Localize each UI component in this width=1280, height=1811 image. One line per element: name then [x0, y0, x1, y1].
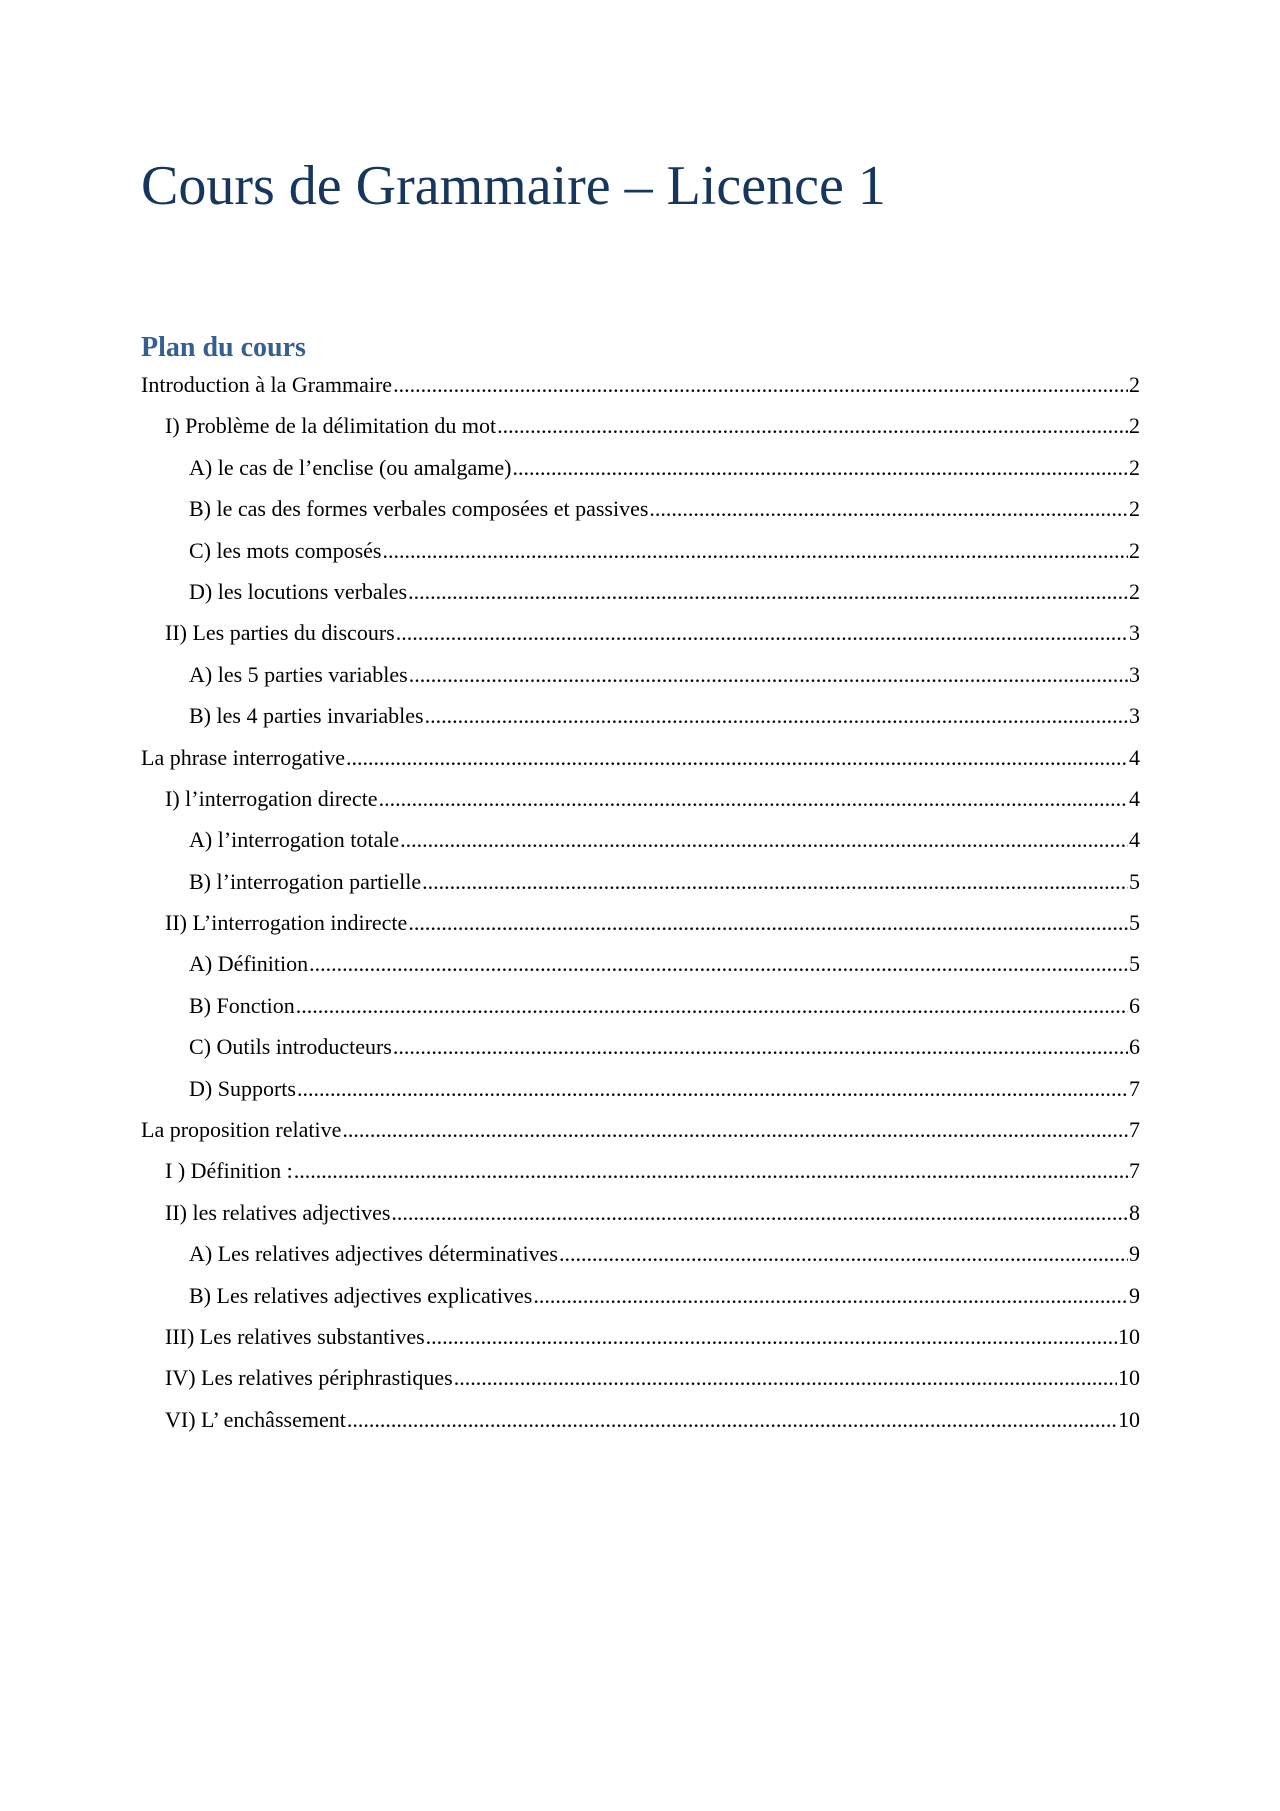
- toc-dot-leader: [533, 1275, 1128, 1316]
- toc-entry-page-number[interactable]: 10: [1118, 1323, 1140, 1349]
- toc-entry[interactable]: [141, 861, 1140, 902]
- toc-entry-label[interactable]: B) Fonction: [189, 992, 295, 1018]
- toc-dot-leader: [649, 488, 1128, 529]
- toc-entry-page-number[interactable]: 6: [1129, 992, 1140, 1018]
- toc-entry-label[interactable]: IV) Les relatives périphrastiques: [165, 1365, 453, 1391]
- toc-entry-label[interactable]: I) Problème de la délimitation du mot: [165, 413, 497, 439]
- toc-entry-label[interactable]: I) l’interrogation directe: [165, 785, 378, 811]
- toc-entry-page-number[interactable]: 2: [1129, 496, 1140, 522]
- toc-dot-leader: [497, 405, 1128, 446]
- toc-dot-leader: [342, 1109, 1128, 1150]
- document-title: Cours de Grammaire – Licence 1: [141, 155, 886, 217]
- toc-heading: Plan du cours: [141, 332, 306, 363]
- toc-entry-page-number[interactable]: 2: [1129, 578, 1140, 604]
- toc-entry-label[interactable]: C) Outils introducteurs: [189, 1034, 392, 1060]
- toc-dot-leader: [393, 364, 1128, 405]
- toc-entry-page-number[interactable]: 4: [1129, 827, 1140, 853]
- toc-entry[interactable]: [141, 447, 1140, 488]
- toc-entry[interactable]: [141, 530, 1140, 571]
- toc-dot-leader: [426, 1316, 1117, 1357]
- toc-entry-label[interactable]: II) L’interrogation indirecte: [165, 910, 408, 936]
- toc-entry[interactable]: [141, 612, 1140, 653]
- toc-entry-page-number[interactable]: 9: [1129, 1282, 1140, 1308]
- toc-dot-leader: [346, 737, 1128, 778]
- toc-entry[interactable]: [141, 1357, 1140, 1398]
- toc-entry-label[interactable]: II) Les parties du discours: [165, 620, 395, 646]
- toc-entry[interactable]: [141, 405, 1140, 446]
- toc-entry[interactable]: [141, 1275, 1140, 1316]
- toc-entry-page-number[interactable]: 5: [1129, 868, 1140, 894]
- toc-dot-leader: [425, 695, 1128, 736]
- toc-entry[interactable]: [141, 1026, 1140, 1067]
- toc-entry[interactable]: [141, 778, 1140, 819]
- table-of-contents: [141, 364, 1140, 1440]
- toc-dot-leader: [454, 1357, 1117, 1398]
- toc-entry[interactable]: [141, 985, 1140, 1026]
- toc-dot-leader: [296, 985, 1128, 1026]
- toc-entry[interactable]: [141, 695, 1140, 736]
- toc-entry-label[interactable]: A) l’interrogation totale: [189, 827, 400, 853]
- toc-entry[interactable]: [141, 1233, 1140, 1274]
- toc-entry-label[interactable]: D) Supports: [189, 1075, 296, 1101]
- toc-entry-label[interactable]: B) l’interrogation partielle: [189, 868, 422, 894]
- toc-dot-leader: [396, 612, 1128, 653]
- toc-entry-page-number[interactable]: 9: [1129, 1241, 1140, 1267]
- toc-entry-page-number[interactable]: 10: [1118, 1365, 1140, 1391]
- toc-entry-page-number[interactable]: 10: [1118, 1406, 1140, 1432]
- toc-entry-page-number[interactable]: 5: [1129, 951, 1140, 977]
- toc-entry-page-number[interactable]: 7: [1129, 1117, 1140, 1143]
- toc-entry[interactable]: [141, 1150, 1140, 1191]
- toc-entry-page-number[interactable]: 7: [1129, 1075, 1140, 1101]
- toc-dot-leader: [408, 902, 1128, 943]
- toc-dot-leader: [383, 530, 1129, 571]
- toc-entry[interactable]: [141, 364, 1140, 405]
- toc-dot-leader: [309, 943, 1128, 984]
- toc-dot-leader: [559, 1233, 1128, 1274]
- toc-entry-label[interactable]: A) le cas de l’enclise (ou amalgame): [189, 454, 512, 480]
- toc-entry-label[interactable]: Introduction à la Grammaire: [141, 372, 393, 397]
- toc-entry[interactable]: [141, 1316, 1140, 1357]
- toc-entry-label[interactable]: A) les 5 parties variables: [189, 661, 408, 687]
- toc-entry-label[interactable]: B) les 4 parties invariables: [189, 703, 424, 729]
- toc-entry-page-number[interactable]: 2: [1129, 537, 1140, 563]
- toc-entry-page-number[interactable]: 3: [1129, 661, 1140, 687]
- toc-entry-label[interactable]: B) le cas des formes verbales composées et passives: [189, 496, 649, 522]
- toc-dot-leader: [294, 1150, 1128, 1191]
- toc-entry[interactable]: [141, 902, 1140, 943]
- toc-entry-label[interactable]: I ) Définition :: [165, 1158, 293, 1184]
- toc-entry-page-number[interactable]: 6: [1129, 1034, 1140, 1060]
- toc-entry[interactable]: [141, 943, 1140, 984]
- toc-entry-page-number[interactable]: 8: [1129, 1199, 1140, 1225]
- toc-entry[interactable]: [141, 737, 1140, 778]
- toc-dot-leader: [408, 571, 1128, 612]
- toc-entry-label[interactable]: VI) L’ enchâssement: [165, 1406, 346, 1432]
- toc-dot-leader: [513, 447, 1128, 488]
- toc-dot-leader: [422, 861, 1128, 902]
- toc-entry[interactable]: [141, 1109, 1140, 1150]
- toc-dot-leader: [409, 654, 1128, 695]
- toc-entry-page-number[interactable]: 2: [1129, 413, 1140, 439]
- toc-entry-label[interactable]: A) Les relatives adjectives déterminatives: [189, 1241, 558, 1267]
- toc-entry-label[interactable]: II) les relatives adjectives: [165, 1199, 391, 1225]
- toc-entry-label[interactable]: A) Définition: [189, 951, 309, 977]
- toc-dot-leader: [391, 1192, 1128, 1233]
- toc-entry[interactable]: [141, 819, 1140, 860]
- toc-entry-page-number[interactable]: 4: [1129, 785, 1140, 811]
- toc-entry-label[interactable]: C) les mots composés: [189, 537, 382, 563]
- toc-entry-label[interactable]: III) Les relatives substantives: [165, 1323, 425, 1349]
- toc-dot-leader: [297, 1068, 1128, 1109]
- toc-entry-page-number[interactable]: 3: [1129, 620, 1140, 646]
- toc-entry[interactable]: [141, 1399, 1140, 1440]
- toc-dot-leader: [393, 1026, 1128, 1067]
- toc-entry-page-number[interactable]: 5: [1129, 910, 1140, 936]
- toc-entry-page-number[interactable]: 3: [1129, 703, 1140, 729]
- toc-entry-label[interactable]: B) Les relatives adjectives explicatives: [189, 1282, 533, 1308]
- toc-entry[interactable]: [141, 1068, 1140, 1109]
- toc-entry-label[interactable]: La phrase interrogative: [141, 744, 346, 770]
- toc-entry[interactable]: [141, 654, 1140, 695]
- toc-entry[interactable]: [141, 1192, 1140, 1233]
- toc-entry[interactable]: [141, 488, 1140, 529]
- toc-dot-leader: [400, 819, 1128, 860]
- toc-dot-leader: [379, 778, 1128, 819]
- toc-entry[interactable]: [141, 571, 1140, 612]
- toc-entry-page-number[interactable]: 2: [1129, 372, 1140, 397]
- toc-entry-label[interactable]: La proposition relative: [141, 1117, 342, 1143]
- toc-dot-leader: [347, 1399, 1117, 1440]
- toc-entry-page-number[interactable]: 4: [1129, 744, 1140, 770]
- toc-entry-label[interactable]: D) les locutions verbales: [189, 578, 408, 604]
- toc-entry-page-number[interactable]: 7: [1129, 1158, 1140, 1184]
- toc-entry-page-number[interactable]: 2: [1129, 454, 1140, 480]
